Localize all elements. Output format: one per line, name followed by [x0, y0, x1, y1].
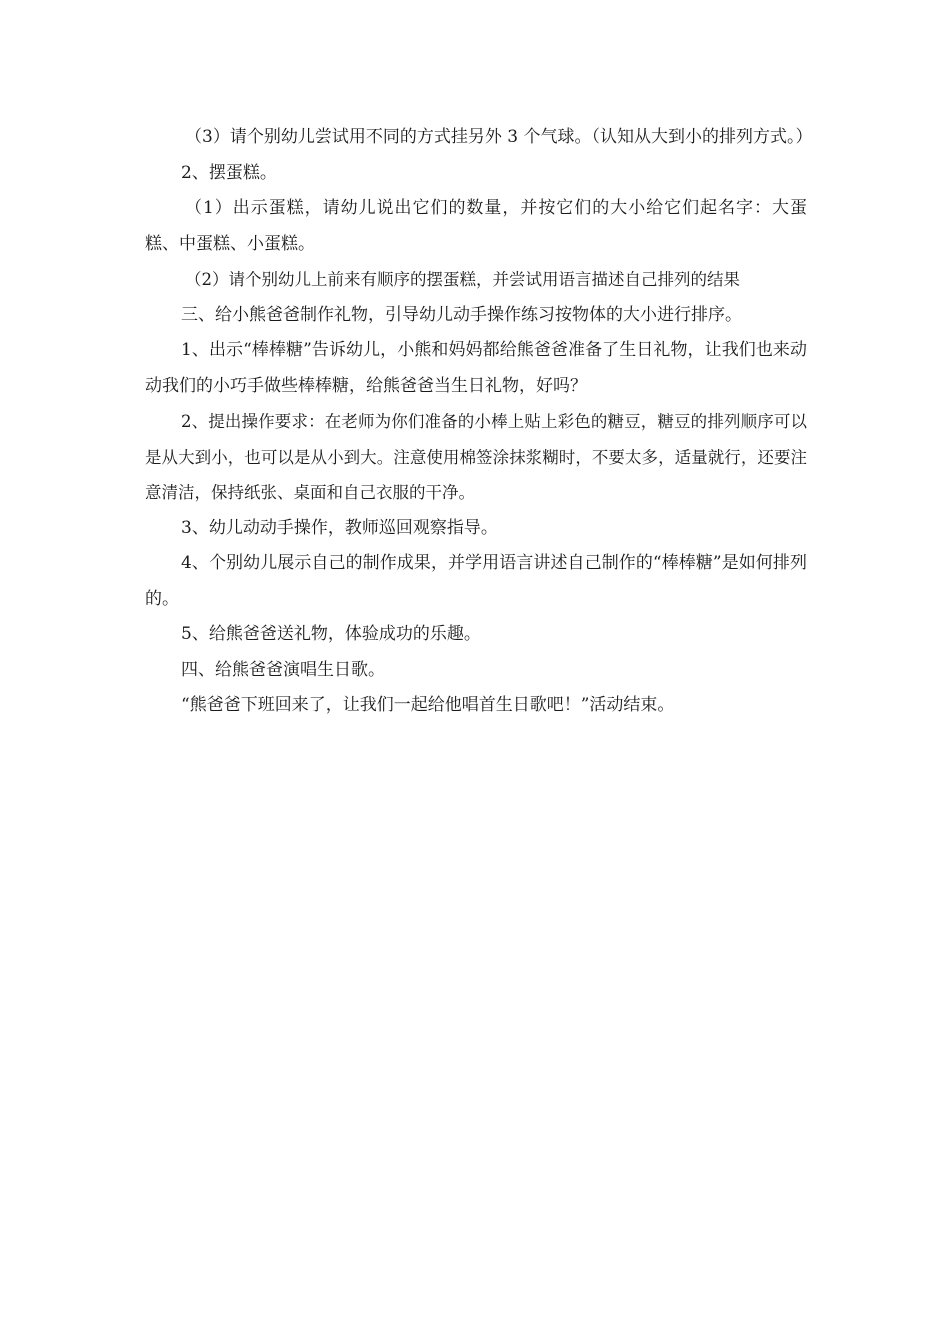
paragraph-cake-step-1: （1）出示蛋糕，请幼儿说出它们的数量，并按它们的大小给它们起名字：大蛋糕、中蛋糕、小蛋糕。 — [145, 198, 807, 254]
paragraph-section-four-heading: 四、给熊爸爸演唱生日歌。 — [181, 659, 385, 680]
paragraph-lollipop-step-2: 2、提出操作要求：在老师为你们准备的小棒上贴上彩色的糖豆，糖豆的排列顺序可以是从大到小，也可以是从小到大。注意使用棉签涂抹浆糊时，不要太多，适量就行，还要注意清洁，保持纸张、桌面和自己衣服的干净。 — [145, 412, 807, 502]
paragraph-section-three-heading: 三、给小熊爸爸制作礼物，引导幼儿动手操作练习按物体的大小进行排序。 — [181, 304, 742, 325]
paragraph-cake-step-2: （2）请个别幼儿上前来有顺序的摆蛋糕，并尝试用语言描述自己排列的结果 — [185, 270, 740, 289]
paragraph-closing-quote: “熊爸爸下班回来了，让我们一起给他唱首生日歌吧！”活动结束。 — [181, 695, 675, 715]
paragraph-arrange-cakes-heading: 2、摆蛋糕。 — [181, 162, 277, 183]
document-body — [145, 120, 813, 724]
paragraph-lollipop-step-4: 4、个别幼儿展示自己的制作成果，并学用语言讲述自己制作的“棒棒糖”是如何排列的。 — [145, 553, 807, 609]
paragraph-lollipop-step-1: 1、出示“棒棒糖”告诉幼儿，小熊和妈妈都给熊爸爸准备了生日礼物，让我们也来动动我们的小巧手做些棒棒糖，给熊爸爸当生日礼物，好吗？ — [145, 340, 807, 396]
paragraph-balloon-step-3: （3）请个别幼儿尝试用不同的方式挂另外 3 个气球。（认知从大到小的排列方式。） — [185, 127, 813, 147]
paragraph-lollipop-step-3: 3、幼儿动动手操作，教师巡回观察指导。 — [181, 517, 498, 538]
paragraph-lollipop-step-5: 5、给熊爸爸送礼物，体验成功的乐趣。 — [181, 624, 481, 644]
